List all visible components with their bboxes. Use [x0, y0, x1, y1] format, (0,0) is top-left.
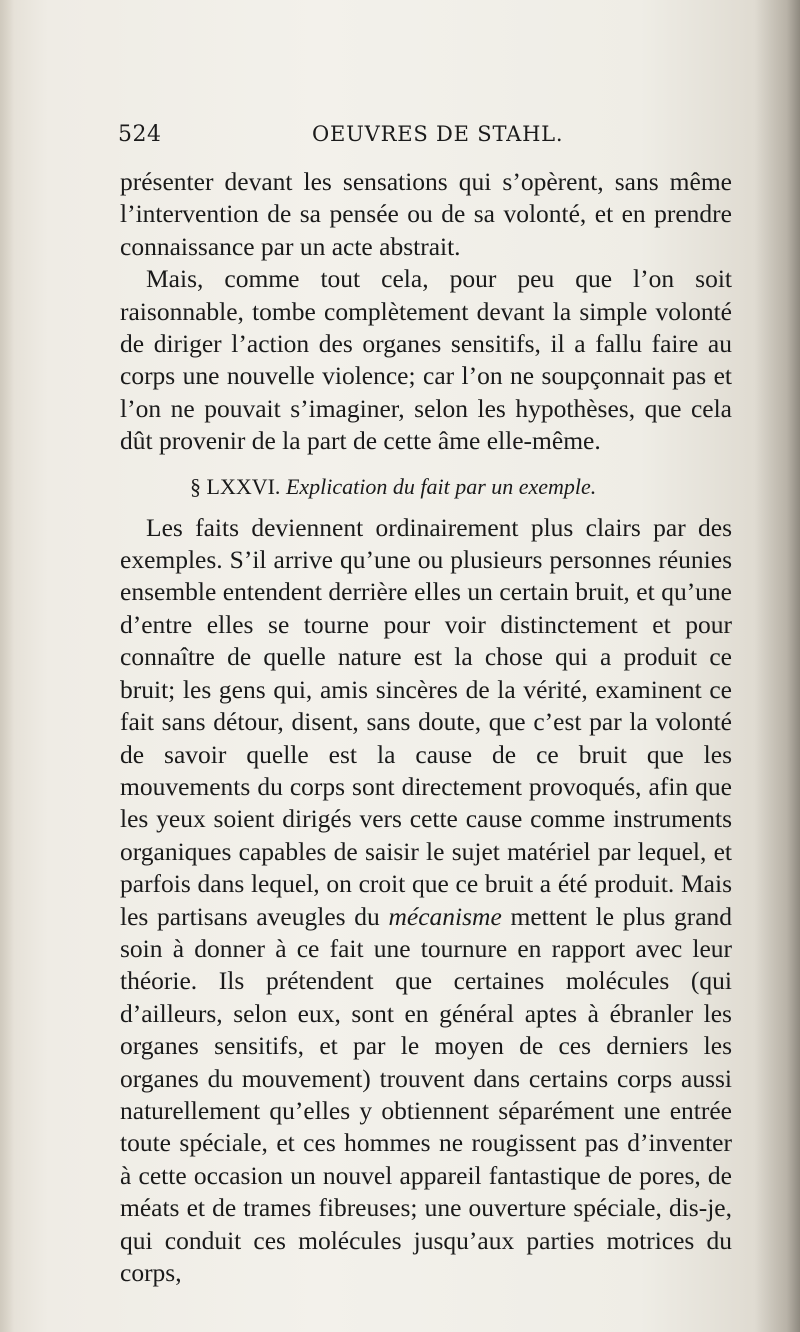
section-heading — [120, 458, 732, 512]
page-gutter-shadow — [755, 0, 800, 1332]
running-head: OEUVRES DE STAHL. — [312, 122, 564, 146]
paragraph-2: Mais, comme tout cela, pour peu que l’on soit raisonnable, tombe complètement devant la simple volonté de diriger l’action des organes sensitifs, il a fallu faire au corps une nouvelle violence; car l’on ne soupçonnait pas et l’on ne pouvait s’imaginer, selon les hypothèses, que cela dût provenir de la part de cette âme elle-même. — [120, 264, 732, 456]
paragraph-3-italic-term: mécanisme — [388, 901, 502, 931]
paragraph-3-text-a: Les faits deviennent ordinairement plus clairs par des exemples. S’il arrive qu’une ou plusieurs personnes réunies ensemble entendent derrière elles un certain bruit, et qu’une d’entre elles se tourne pour voir distinctement et pour connaître de quelle nature est la chose qui a produit ce bruit; les gens qui, amis sincères de la vérité, examinent ce fait sans détour, disent, sans doute, que c’est par la volonté de savoir quelle est la cause de ce bruit que les mouvements du corps sont directement provoqués, afin que les yeux soient dirigés vers cette cause comme instruments organiques capables de saisir le sujet matériel par lequel, et parfois dans lequel, on croit que ce bruit a été produit. Mais les partisans aveugles du — [120, 512, 732, 931]
page-number: 524 — [118, 122, 162, 147]
page-left-shadow — [0, 0, 14, 1332]
paragraph-1: présenter devant les sensations qui s’opèrent, sans même l’intervention de sa pensée ou de sa volonté, et en prendre connaissance par un acte abstrait. — [120, 167, 732, 261]
section-title: Explication du fait par un exemple. — [285, 473, 597, 499]
paragraph-3 — [120, 512, 732, 1290]
paragraph-3-text-b: mettent le plus grand soin à donner à ce fait une tournure en rapport avec leur théorie. Ils prétendent que certaines molécules (qui d’ailleurs, selon eux, sont en général aptes à ébranler les organes sensitifs, et par le moyen de ces derniers les organes du mouvement) trouvent dans certains corps aussi naturellement qu’elles y obtiennent séparément une entrée toute spéciale, et ces hommes ne rougissent pas d’inventer à cette occasion un nouvel appareil fantastique de pores, de méats et de trames fibreuses; une ouverture spéciale, dis-je, qui conduit ces molécules jusqu’aux parties motrices du corps, — [120, 901, 733, 1287]
page-header — [118, 122, 738, 162]
section-number: § LXXVI. — [190, 473, 281, 499]
text-block — [120, 166, 732, 1289]
